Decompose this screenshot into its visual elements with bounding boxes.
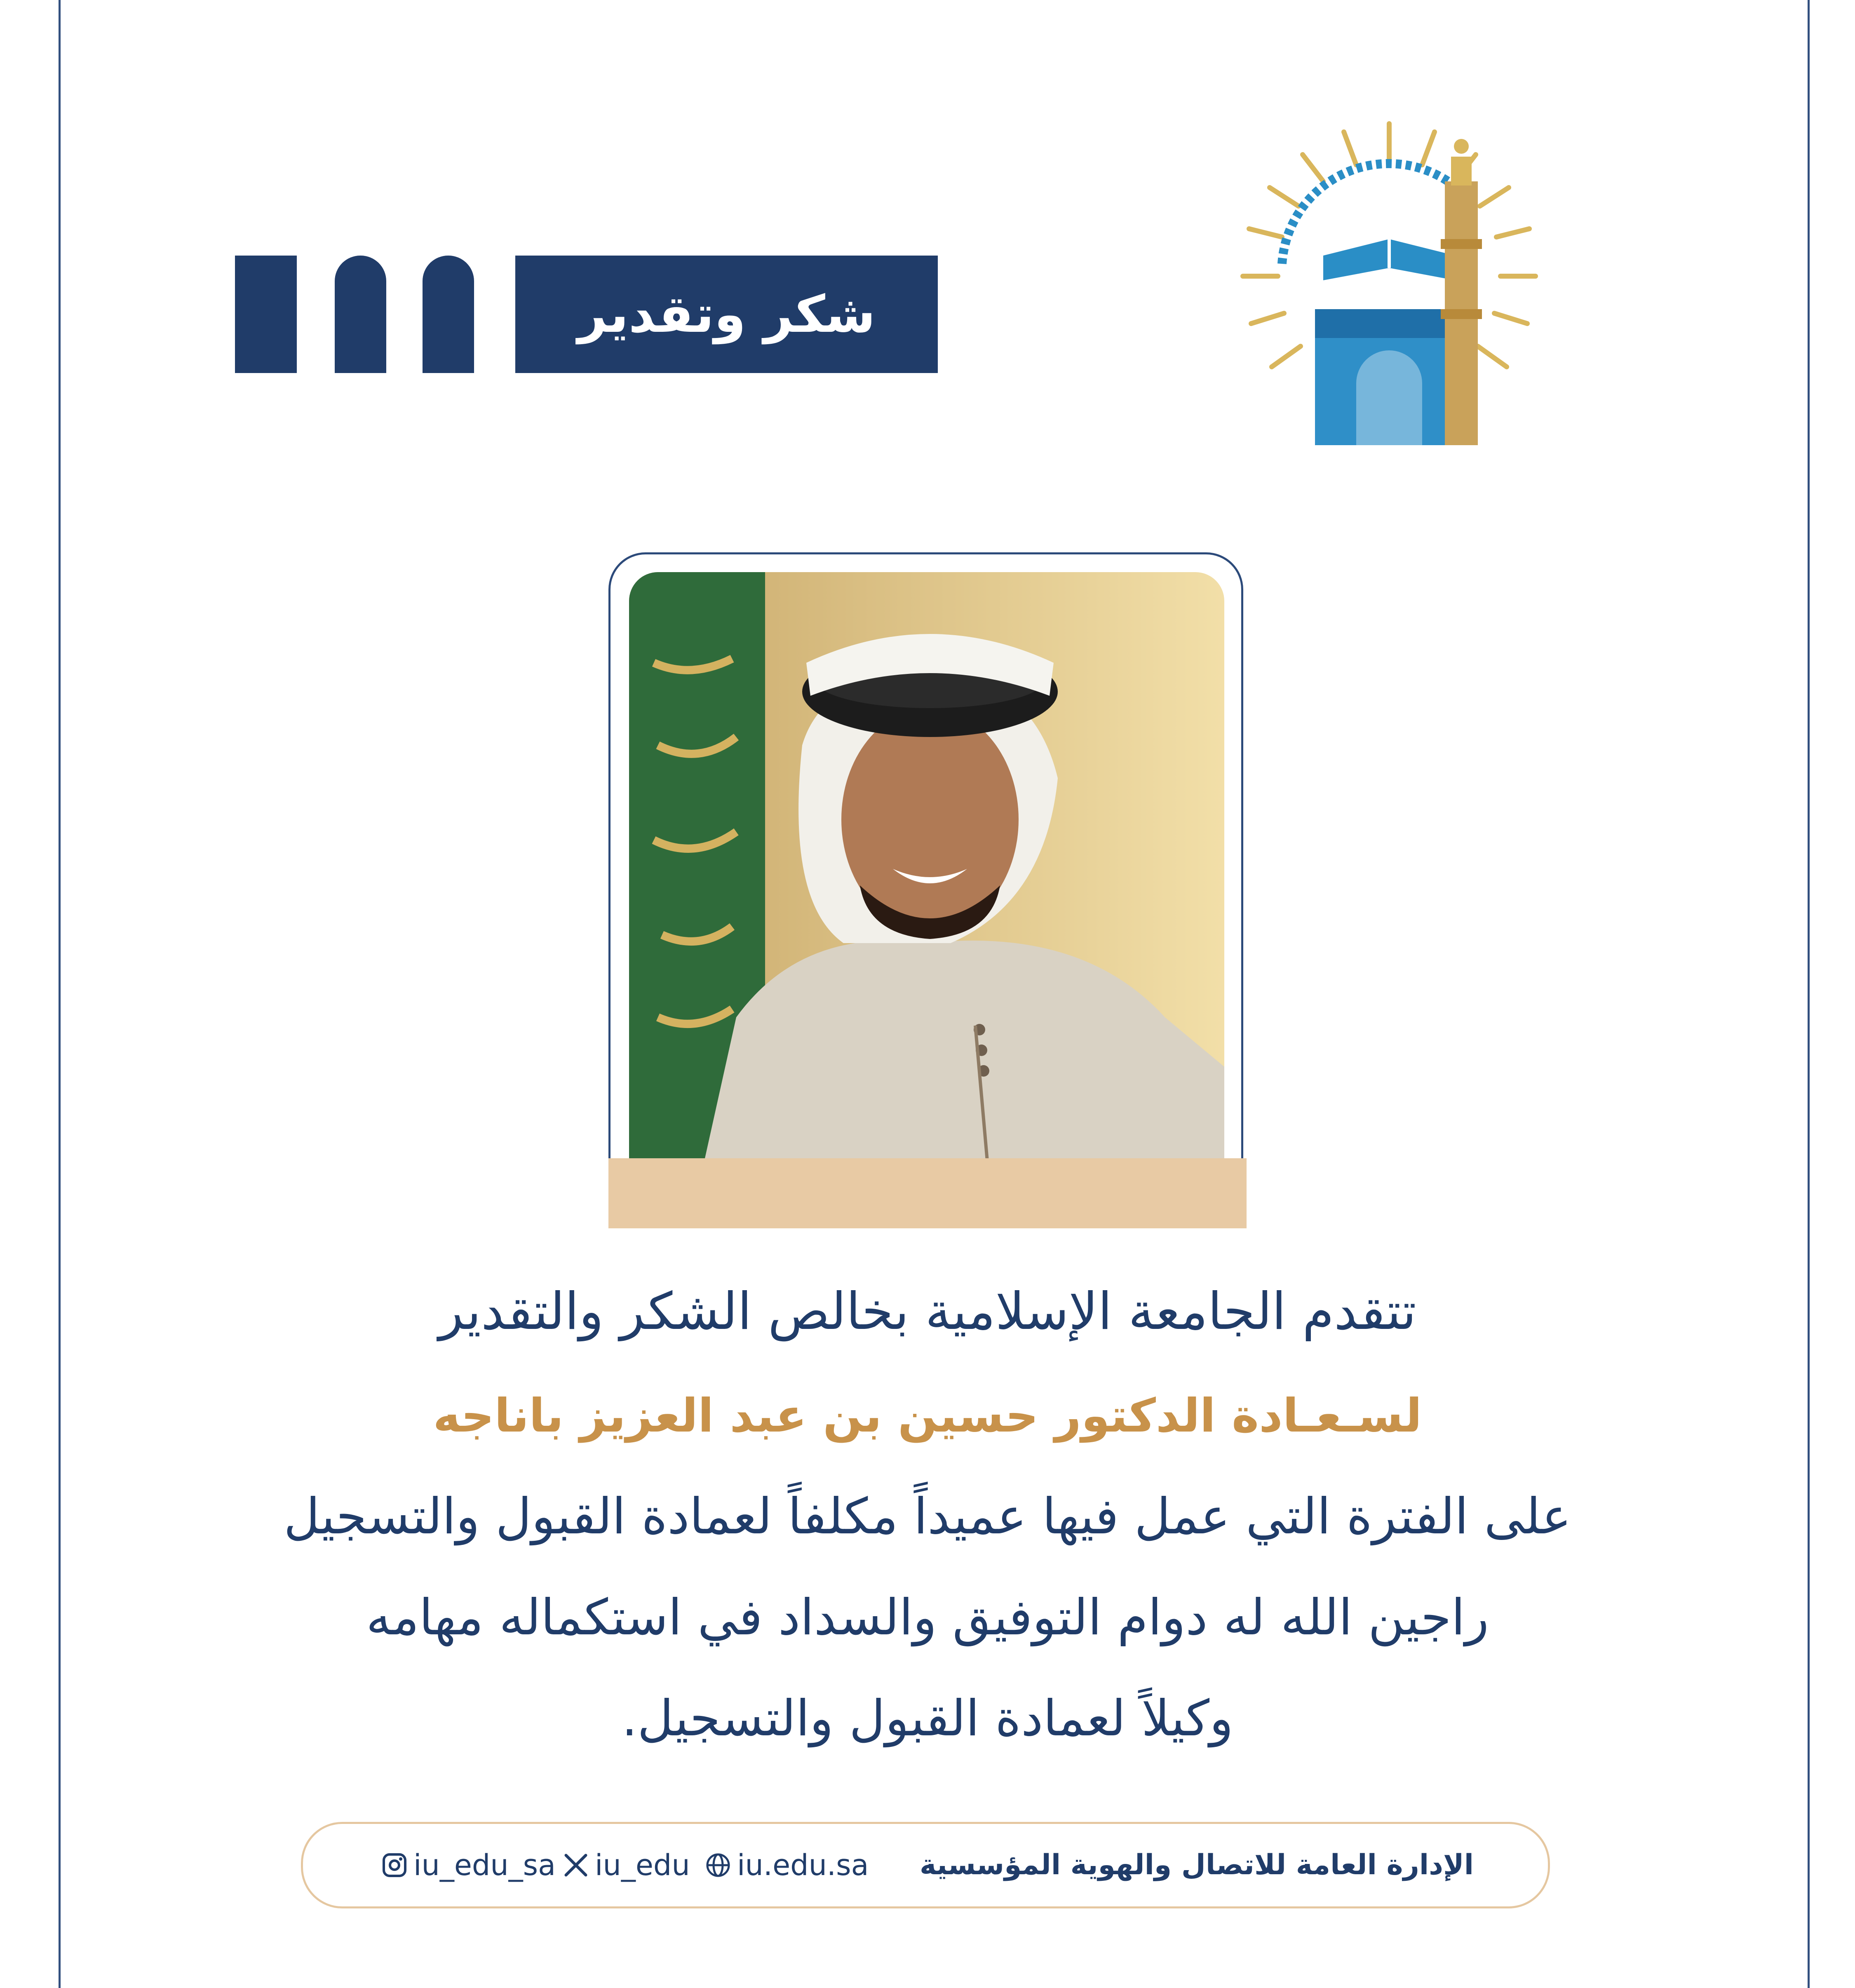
portrait-photo [629, 572, 1224, 1166]
instagram-link[interactable] [381, 1824, 556, 1906]
x-link[interactable] [563, 1824, 690, 1906]
title-banner [515, 256, 938, 373]
globe-icon [705, 1852, 731, 1878]
x-icon [563, 1852, 589, 1878]
x-handle: iu_edu [595, 1848, 690, 1882]
body-line: على الفترة التي عمل فيها عميداً مكلفاً لعمادة القبول والتسجيل [284, 1488, 1571, 1545]
footer-bar [301, 1822, 1550, 1908]
body-line: وكيلاً لعمادة القبول والتسجيل. [622, 1690, 1233, 1747]
decor-bar [235, 256, 297, 373]
website-url: iu.edu.sa [737, 1848, 869, 1882]
body-line: راجين الله له دوام التوفيق والسداد في استكماله مهامه [366, 1589, 1489, 1646]
photo-base-bar [608, 1158, 1247, 1228]
page-title: شكر وتقدير [578, 284, 876, 344]
decor-arch [423, 256, 474, 373]
recipient-name: لسـعـادة الدكتور حسين بن عبد العزيز باناجه [433, 1389, 1422, 1443]
website-link[interactable] [705, 1824, 869, 1906]
thanks-heading: تتقدم الجامعة الإسلامية بخالص الشكر والتقدير [439, 1282, 1416, 1341]
instagram-icon [381, 1852, 408, 1878]
instagram-handle: iu_edu_sa [413, 1848, 556, 1882]
islamic-university-logo-icon [1220, 115, 1558, 453]
department-name: الإدارة العامة للاتصال والهوية المؤسسية [920, 1849, 1474, 1881]
decor-arch [335, 256, 386, 373]
